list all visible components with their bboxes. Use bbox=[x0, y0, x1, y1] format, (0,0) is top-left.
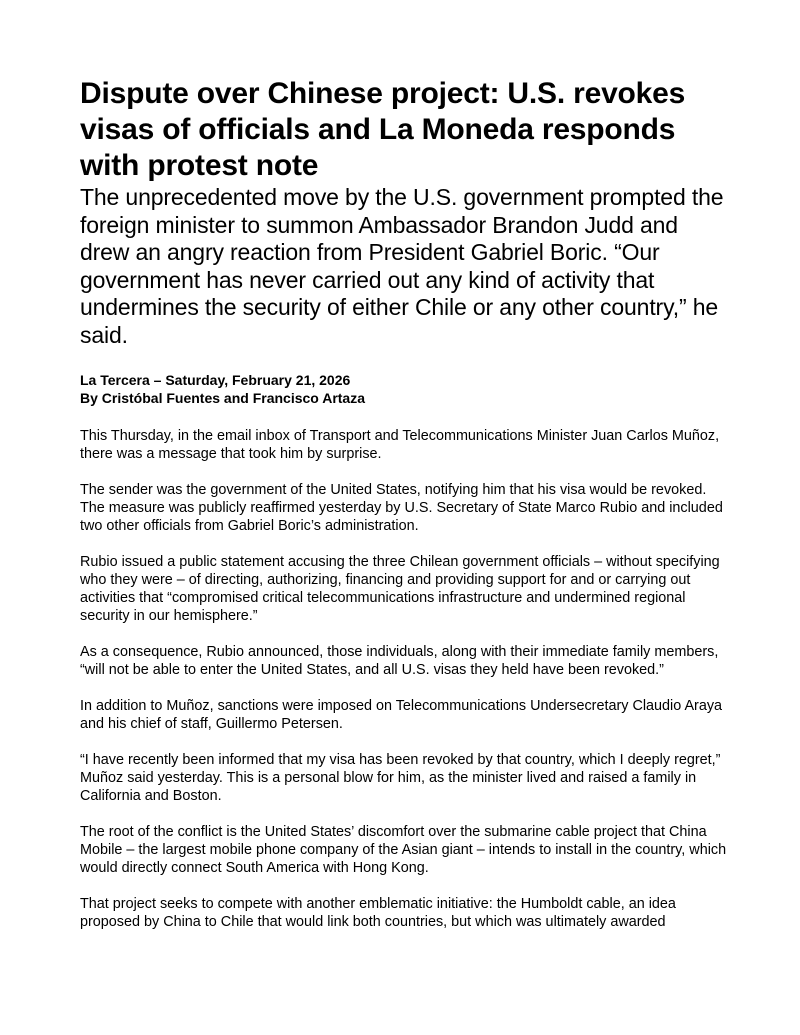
body-paragraph: As a consequence, Rubio announced, those individuals, along with their immediate family members, “will not be able to enter the United States, and all U.S. visas they held have been revoked.” bbox=[80, 644, 719, 678]
body-paragraph: “I have recently been informed that my visa has been revoked by that country, which I deeply regret,” Muñoz said yesterday. This is a personal blow for him, as the minister lived and raised a family in California and Boston. bbox=[80, 752, 721, 804]
body-paragraph: That project seeks to compete with another emblematic initiative: the Humboldt cable, an idea proposed by China to Chile that would link both countries, but which was ultimately awarded bbox=[80, 896, 676, 930]
article-body bbox=[80, 427, 730, 931]
body-paragraph: Rubio issued a public statement accusing the three Chilean government officials – without specifying who they were – of directing, authorizing, financing and providing support for and or carrying out activities that “compromised critical telecommunications infrastructure and undermined regional security in our hemisphere.” bbox=[80, 554, 720, 624]
article bbox=[80, 76, 730, 949]
body-paragraph: This Thursday, in the email inbox of Transport and Telecommunications Minister Juan Carlos Muñoz, there was a message that took him by surprise. bbox=[80, 428, 720, 462]
byline: By Cristóbal Fuentes and Francisco Artaza bbox=[80, 390, 365, 406]
article-subheadline: The unprecedented move by the U.S. government prompted the foreign minister to summon Ambassador Brandon Judd and drew an angry reaction from President Gabriel Boric. “Our government has never carried out any kind of activity that undermines the security of either Chile or any other country,” he said. bbox=[80, 184, 724, 348]
body-paragraph: The sender was the government of the United States, notifying him that his visa would be revoked. The measure was publicly reaffirmed yesterday by U.S. Secretary of State Marco Rubio and included two other officials from Gabriel Boric’s administration. bbox=[80, 482, 723, 534]
body-paragraph: In addition to Muñoz, sanctions were imposed on Telecommunications Undersecretary Claudio Araya and his chief of staff, Guillermo Petersen. bbox=[80, 698, 723, 732]
body-paragraph: The root of the conflict is the United States’ discomfort over the submarine cable project that China Mobile – the largest mobile phone company of the Asian giant – intends to install in the country, which would directly connect South America with Hong Kong. bbox=[80, 824, 727, 876]
source-line: La Tercera – Saturday, February 21, 2026 bbox=[80, 372, 351, 388]
article-headline: Dispute over Chinese project: U.S. revokes visas of officials and La Moneda responds with protest note bbox=[80, 77, 686, 182]
article-meta bbox=[80, 371, 730, 407]
